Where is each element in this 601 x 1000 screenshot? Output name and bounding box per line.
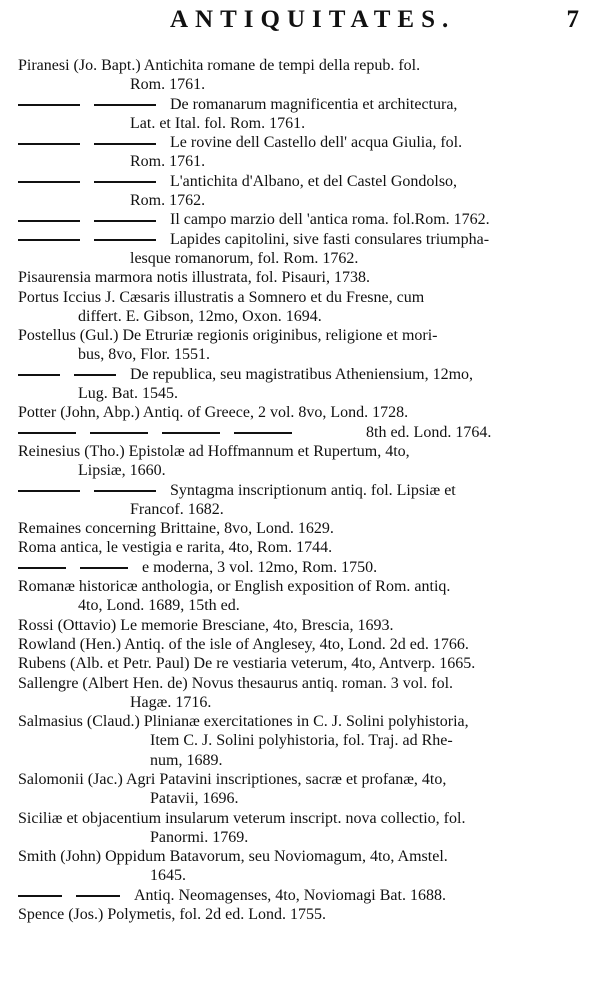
entry-line: Francof. 1682. [130,500,224,518]
bibliography-entry [18,712,588,770]
ditto-dash [18,567,66,569]
ditto-dash [18,104,80,106]
entry-line: Item C. J. Solini polyhistoria, fol. Traj. ad Rhe- [150,732,453,750]
entry-line: Lug. Bat. 1545. [78,385,178,403]
entry-line: Sallengre (Albert Hen. de) Novus thesaurus antiq. roman. 3 vol. fol. [18,674,454,692]
bibliography-entry [18,172,588,211]
entry-text: Antiq. Neomagenses, 4to, Noviomagi Bat. 1688. [134,886,446,904]
ditto-dash [94,181,156,183]
ditto-dash [94,104,156,106]
ditto-dash [234,432,292,434]
bibliography-entry [18,538,588,557]
bibliography-entry [18,519,588,538]
ditto-dash [74,374,116,376]
bibliography-entry [18,654,588,673]
entry-line: 4to, Lond. 1689, 15th ed. [78,597,240,615]
entry-line: Salomonii (Jac.) Agri Patavini inscriptiones, sacræ et profanæ, 4to, [18,770,447,788]
ditto-dash [80,567,128,569]
ditto-dash [94,220,156,222]
ditto-dash [18,239,80,241]
entry-line: Siciliæ et objacentium insularum veterum inscript. nova collectio, fol. [18,809,466,827]
entry-line: Rom. 1761. [130,153,206,171]
entry-line: Potter (John, Abp.) Antiq. of Greece, 2 vol. 8vo, Lond. 1728. [18,404,409,422]
entry-line: Piranesi (Jo. Bapt.) Antichita romane de tempi della repub. fol. [18,57,421,74]
bibliography-list [18,56,588,924]
bibliography-entry [18,558,588,577]
bibliography-entry [18,886,588,905]
entry-line: Romanæ historicæ anthologia, or English exposition of Rom. antiq. [18,578,451,596]
bibliography-entry [18,56,588,95]
bibliography-entry [18,210,588,229]
bibliography-entry [18,268,588,287]
entry-line: bus, 8vo, Flor. 1551. [78,346,211,364]
ditto-dash [18,181,80,183]
entry-line: Reinesius (Tho.) Epistolæ ad Hoffmannum et Rupertum, 4to, [18,442,410,460]
entry-text: Le rovine dell Castello dell' acqua Giulia, fol. [170,134,463,152]
entry-line: Rubens (Alb. et Petr. Paul) De re vestiaria veterum, 4to, Antverp. 1665. [18,655,476,673]
entry-line: Spence (Jos.) Polymetis, fol. 2d ed. Lond. 1755. [18,906,326,924]
ditto-dash [90,432,148,434]
entry-line: differt. E. Gibson, 12mo, Oxon. 1694. [78,307,322,325]
ditto-dash [18,220,80,222]
entry-line: Salmasius (Claud.) Plinianæ exercitationes in C. J. Solini polyhistoria, [18,713,469,731]
bibliography-entry [18,326,588,365]
ditto-dash [162,432,220,434]
bibliography-entry [18,616,588,635]
bibliography-entry [18,770,588,809]
ditto-dash [18,374,60,376]
ditto-dash [94,490,156,492]
bibliography-entry [18,905,588,924]
bibliography-entry [18,230,588,269]
bibliography-entry [18,288,588,327]
bibliography-entry [18,674,588,713]
bibliography-entry [18,481,588,520]
entry-line: Postellus (Gul.) De Etruriæ regionis originibus, religione et mori- [18,327,438,345]
entry-line: Panormi. 1769. [150,828,249,846]
ditto-dash [18,490,80,492]
entry-text: 8th ed. Lond. 1764. [366,423,492,441]
entry-line: Rom. 1761. [130,76,206,94]
entry-line: Rowland (Hen.) Antiq. of the isle of Anglesey, 4to, Lond. 2d ed. 1766. [18,635,469,653]
entry-text: L'antichita d'Albano, et del Castel Gondolso, [170,172,458,190]
ditto-dash [76,895,120,897]
ditto-dash [18,432,76,434]
bibliography-entry [18,423,588,442]
entry-line: Patavii, 1696. [150,790,239,808]
entry-text: De romanarum magnificentia et architectura, [170,95,458,113]
bibliography-entry [18,442,588,481]
entry-line: Rossi (Ottavio) Le memorie Bresciane, 4to, Brescia, 1693. [18,616,394,634]
entry-line: Remaines concerning Brittaine, 8vo, Lond. 1629. [18,520,334,538]
bibliography-entry [18,635,588,654]
entry-line: num, 1689. [150,751,223,769]
ditto-dash [94,239,156,241]
entry-text: Syntagma inscriptionum antiq. fol. Lipsiæ et [170,481,456,499]
entry-line: Smith (John) Oppidum Batavorum, seu Noviomagum, 4to, Amstel. [18,848,448,866]
entry-text: Il campo marzio dell 'antica roma. fol.Rom. 1762. [170,211,490,229]
entry-text: e moderna, 3 vol. 12mo, Rom. 1750. [142,558,378,576]
page-header [0,2,601,42]
ditto-dash [94,143,156,145]
entry-line: Portus Iccius J. Cæsaris illustratis a Somnero et du Fresne, cum [18,288,425,306]
bibliography-entry [18,847,588,886]
entry-text: De republica, seu magistratibus Atheniensium, 12mo, [130,365,474,383]
entry-line: Roma antica, le vestigia e rarita, 4to, Rom. 1744. [18,539,333,557]
entry-text: Lapides capitolini, sive fasti consulares triumpha- [170,230,490,248]
bibliography-entry [18,365,588,404]
bibliography-entry [18,809,588,848]
bibliography-entry [18,403,588,422]
ditto-dash [18,895,62,897]
entry-line: Hagæ. 1716. [130,693,212,711]
bibliography-entry [18,95,588,134]
entry-line: Lat. et Ital. fol. Rom. 1761. [130,114,306,132]
running-head: ANTIQUITATES. [170,6,456,33]
entry-line: Rom. 1762. [130,192,206,210]
entry-line: lesque romanorum, fol. Rom. 1762. [130,249,359,267]
bibliography-entry [18,577,588,616]
bibliography-entry [18,133,588,172]
entry-line: Pisaurensia marmora notis illustrata, fol. Pisauri, 1738. [18,269,370,287]
ditto-dash [18,143,80,145]
entry-line: 1645. [150,867,186,885]
page-number: 7 [566,6,579,33]
entry-line: Lipsiæ, 1660. [78,462,166,480]
